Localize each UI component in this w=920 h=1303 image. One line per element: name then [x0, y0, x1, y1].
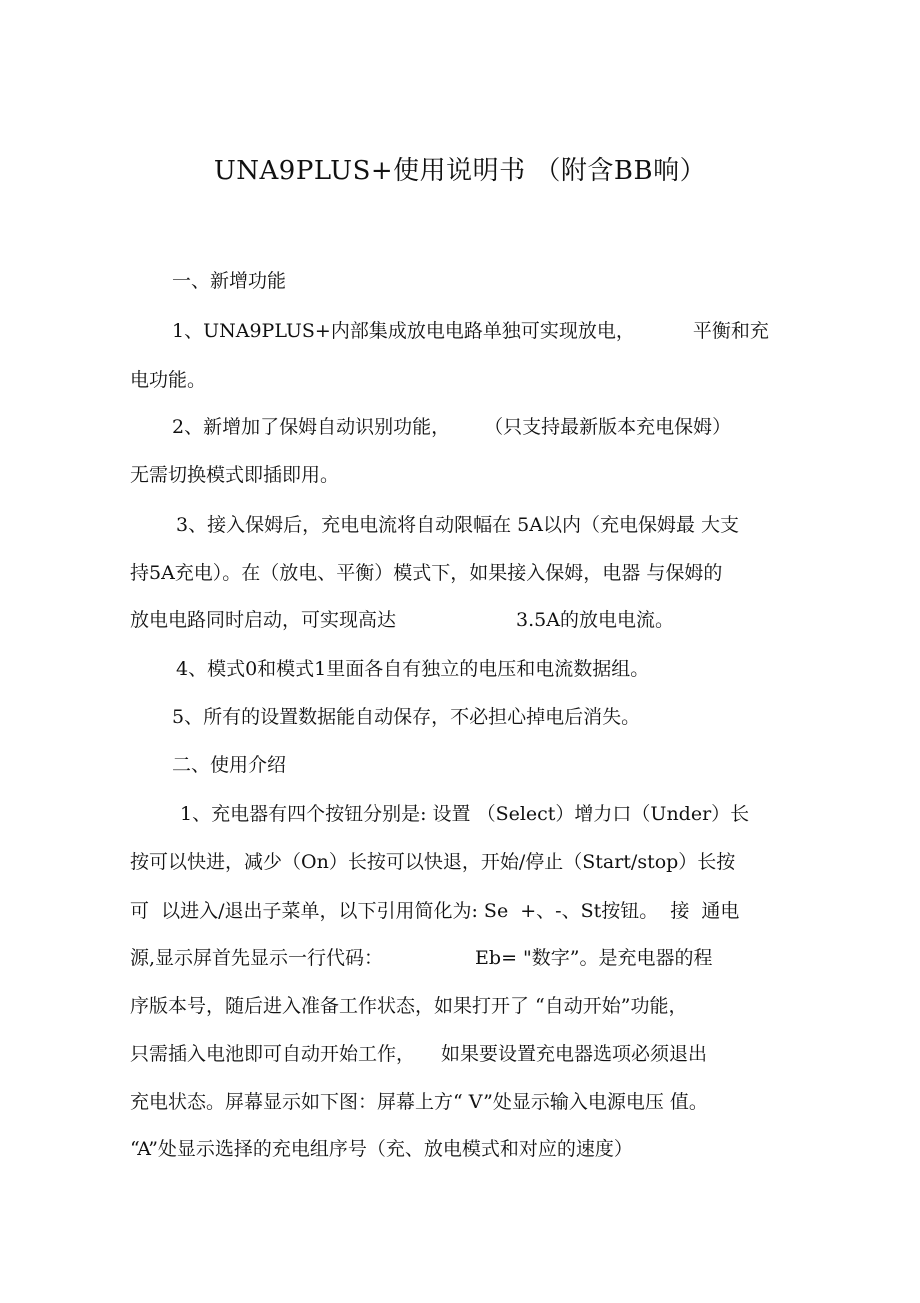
paragraph-line: 按可以快进，减少（On）长按可以快退，开始/停止（Start/stop）长按 — [130, 851, 736, 873]
paragraph-line — [172, 318, 769, 344]
paragraph-line: 1、充电器有四个按钮分别是: 设置 （Select）增力口（Under）长 — [180, 803, 750, 825]
paragraph-line: 可 以进入/退出子菜单，以下引用简化为: Se +、-、St按钮。 接 通电 — [130, 900, 740, 922]
paragraph-line — [130, 945, 713, 971]
text-segment: Eb= "数字”。是充电器的程 — [475, 947, 713, 969]
text-segment: 2、新增加了保姆自动识别功能， — [172, 416, 451, 438]
paragraph-line: 4、模式0和模式1里面各自有独立的电压和电流数据组。 — [176, 658, 650, 680]
paragraph-line: 3、接入保姆后，充电电流将自动限幅在 5A以内（充电保姆最 大支 — [176, 514, 739, 536]
text-segment: 源,显示屏首先显示一行代码： — [130, 947, 384, 969]
paragraph-line: 电功能。 — [130, 369, 207, 391]
paragraph-line — [130, 1041, 707, 1067]
text-segment: 放电电路同时启动，可实现高达 — [130, 609, 397, 631]
text-segment: 只需插入电池即可自动开始工作， — [130, 1043, 416, 1065]
paragraph-line — [130, 607, 674, 633]
paragraph-line: “A”处显示选择的充电组序号（充、放电模式和对应的速度） — [130, 1138, 633, 1160]
text-segment: 3.5A的放电电流。 — [516, 609, 674, 631]
text-segment: 平衡和充 — [692, 320, 769, 342]
text-segment: 如果要设置充电器选项必须退出 — [441, 1043, 708, 1065]
section-heading-usage: 二、使用介绍 — [172, 754, 287, 776]
paragraph-line: 5、所有的设置数据能自动保存，不必担心掉电后消失。 — [172, 706, 641, 728]
paragraph-line: 充电状态。屏幕显示如下图：屏幕上方“ V”处显示输入电源电压 值。 — [130, 1091, 708, 1113]
paragraph-line — [172, 414, 731, 440]
text-segment: （只支持最新版本充电保姆） — [484, 416, 732, 438]
document-title: UNA9PLUS+使用说明书 （附含BB响） — [213, 156, 707, 186]
paragraph-line: 持5A充电）。在（放电、平衡）模式下，如果接入保姆，电器 与保姆的 — [130, 562, 723, 584]
paragraph-line: 无需切换模式即插即用。 — [130, 464, 340, 486]
text-segment: 1、UNA9PLUS+内部集成放电电路单独可实现放电， — [172, 320, 635, 342]
section-heading-new-features: 一、新增功能 — [172, 270, 287, 292]
paragraph-line: 序版本号，随后进入准备工作状态，如果打开了 “自动开始”功能， — [130, 995, 688, 1017]
